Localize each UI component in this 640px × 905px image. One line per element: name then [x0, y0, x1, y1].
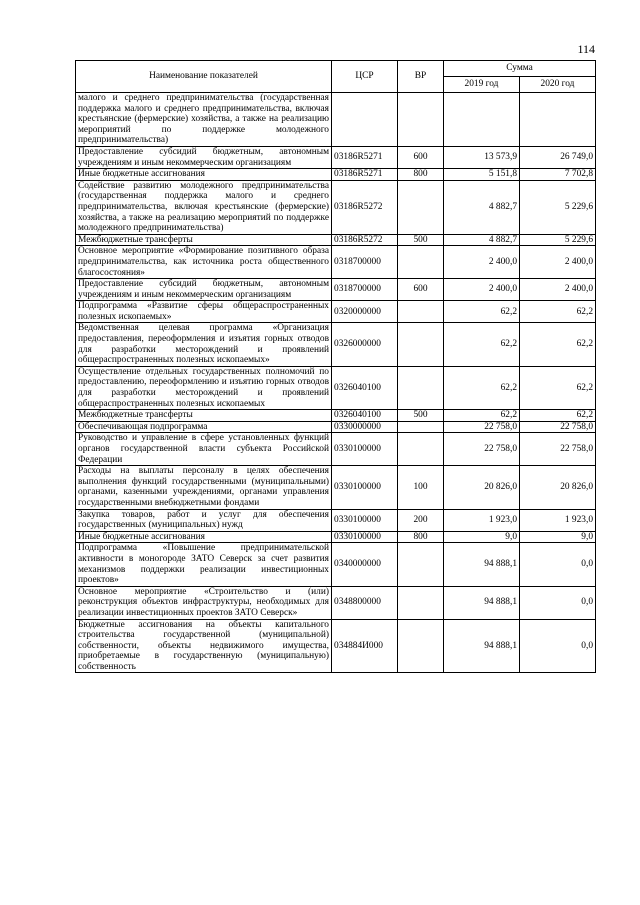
row-2020-cell: 9,0	[520, 531, 596, 543]
row-name-cell: Основное мероприятие «Формирование позитивного образа предпринимательства, как источника роста общественного благосостояния»	[76, 246, 332, 279]
table-row	[76, 466, 596, 509]
row-name-cell: Осуществление отдельных государственных полномочий по предоставлению, переоформлению и изъятию горных отводов для разработки месторождений и проявлений общераспространенных полезных ископаемых	[76, 366, 332, 409]
header-2019: 2019 год	[444, 77, 520, 93]
row-name-cell: Межбюджетные трансферты	[76, 410, 332, 422]
row-2020-cell: 5 229,6	[520, 234, 596, 246]
row-2020-cell: 1 923,0	[520, 509, 596, 531]
table-row	[76, 366, 596, 409]
table-row	[76, 93, 596, 147]
row-2020-cell: 22 758,0	[520, 433, 596, 466]
row-2020-cell: 2 400,0	[520, 246, 596, 279]
header-csr: ЦСР	[332, 61, 398, 93]
table-row	[76, 586, 596, 619]
row-vr-cell: 200	[398, 509, 444, 531]
table-row	[76, 323, 596, 366]
row-2019-cell: 4 882,7	[444, 234, 520, 246]
table-row	[76, 146, 596, 168]
budget-table	[75, 60, 596, 673]
row-2020-cell	[520, 93, 596, 147]
table-row	[76, 509, 596, 531]
table-row	[76, 279, 596, 301]
row-vr-cell: 800	[398, 531, 444, 543]
row-2019-cell	[444, 93, 520, 147]
row-vr-cell: 500	[398, 234, 444, 246]
row-vr-cell: 100	[398, 466, 444, 509]
row-2019-cell: 4 882,7	[444, 180, 520, 234]
table-row	[76, 421, 596, 433]
row-vr-cell	[398, 93, 444, 147]
row-2019-cell: 9,0	[444, 531, 520, 543]
row-2019-cell: 94 888,1	[444, 586, 520, 619]
row-2019-cell: 94 888,1	[444, 619, 520, 673]
row-2020-cell: 7 702,8	[520, 169, 596, 181]
row-2019-cell: 62,2	[444, 301, 520, 323]
row-vr-cell	[398, 246, 444, 279]
row-2020-cell: 22 758,0	[520, 421, 596, 433]
row-vr-cell	[398, 543, 444, 586]
row-csr-cell: 0330000000	[332, 421, 398, 433]
row-csr-cell: 0326000000	[332, 323, 398, 366]
row-name-cell: Ведомственная целевая программа «Организация предоставления, переоформления и изъятия горных отводов для разработки месторождений и проявлений общераспространенных полезных ископаемых»	[76, 323, 332, 366]
row-vr-cell	[398, 619, 444, 673]
row-name-cell: малого и среднего предпринимательства (государственная поддержка малого и среднего предпринимательства, включая крестьянские (фермерские) хозяйства, а также на реализацию мероприятий по поддержке молодежного предпринимательства)	[76, 93, 332, 147]
row-name-cell: Иные бюджетные ассигнования	[76, 169, 332, 181]
row-name-cell: Содействие развитию молодежного предпринимательства (государственная поддержка малого и среднего предпринимательства, включая крестьянские (фермерские) хозяйства, а также на реализацию мероприятий по поддержке молодежного предпринимательства)	[76, 180, 332, 234]
table-row	[76, 433, 596, 466]
row-2019-cell: 62,2	[444, 323, 520, 366]
row-vr-cell: 600	[398, 279, 444, 301]
row-name-cell: Межбюджетные трансферты	[76, 234, 332, 246]
row-2020-cell: 20 826,0	[520, 466, 596, 509]
row-csr-cell: 0326040100	[332, 366, 398, 409]
table-row	[76, 234, 596, 246]
row-name-cell: Подпрограмма «Повышение предпринимательской активности в моногороде ЗАТО Северск за счет развития механизмов поддержки реализации инвестиционных проектов»	[76, 543, 332, 586]
row-2019-cell: 1 923,0	[444, 509, 520, 531]
table-row	[76, 619, 596, 673]
row-2019-cell: 2 400,0	[444, 246, 520, 279]
row-csr-cell: 0320000000	[332, 301, 398, 323]
row-2019-cell: 22 758,0	[444, 433, 520, 466]
row-vr-cell	[398, 366, 444, 409]
row-2020-cell: 62,2	[520, 301, 596, 323]
table-body	[76, 93, 596, 673]
row-csr-cell: 0330100000	[332, 433, 398, 466]
row-csr-cell: 0348800000	[332, 586, 398, 619]
row-csr-cell: 0318700000	[332, 246, 398, 279]
row-csr-cell: 03186R5271	[332, 169, 398, 181]
row-csr-cell: 0318700000	[332, 279, 398, 301]
row-name-cell: Иные бюджетные ассигнования	[76, 531, 332, 543]
row-2019-cell: 62,2	[444, 410, 520, 422]
table-row	[76, 301, 596, 323]
row-2019-cell: 94 888,1	[444, 543, 520, 586]
header-sum: Сумма	[444, 61, 596, 77]
table-row	[76, 543, 596, 586]
table-row	[76, 169, 596, 181]
header-vr: ВР	[398, 61, 444, 93]
row-2019-cell: 22 758,0	[444, 421, 520, 433]
row-name-cell: Руководство и управление в сфере установленных функций органов государственной власти субъекта Российской Федерации	[76, 433, 332, 466]
header-name: Наименование показателей	[76, 61, 332, 93]
row-csr-cell: 03186R5272	[332, 180, 398, 234]
row-csr-cell: 034884И000	[332, 619, 398, 673]
table-row	[76, 180, 596, 234]
row-vr-cell	[398, 421, 444, 433]
row-2019-cell: 2 400,0	[444, 279, 520, 301]
row-2020-cell: 0,0	[520, 543, 596, 586]
row-2020-cell: 5 229,6	[520, 180, 596, 234]
row-vr-cell	[398, 586, 444, 619]
row-name-cell: Основное мероприятие «Строительство и (или) реконструкция объектов инфраструктуры, необходимых для реализации инвестиционных проектов ЗАТО Северск»	[76, 586, 332, 619]
table-row	[76, 531, 596, 543]
row-vr-cell: 800	[398, 169, 444, 181]
row-name-cell: Расходы на выплаты персоналу в целях обеспечения выполнения функций государственными (муниципальными) органами, казенными учреждениями, органами управления государственными внебюджетными фондами	[76, 466, 332, 509]
row-2020-cell: 62,2	[520, 323, 596, 366]
row-csr-cell: 0326040100	[332, 410, 398, 422]
row-csr-cell: 0330100000	[332, 531, 398, 543]
row-csr-cell: 03186R5272	[332, 234, 398, 246]
row-vr-cell: 600	[398, 146, 444, 168]
row-csr-cell: 03186R5271	[332, 146, 398, 168]
table-row	[76, 410, 596, 422]
row-vr-cell: 500	[398, 410, 444, 422]
header-2020: 2020 год	[520, 77, 596, 93]
row-name-cell: Бюджетные ассигнования на объекты капитального строительства государственной (муниципальной) собственности, объекты недвижимого имущества, приобретаемые в государственную (муниципальную) собственность	[76, 619, 332, 673]
row-csr-cell: 0330100000	[332, 466, 398, 509]
row-2020-cell: 62,2	[520, 410, 596, 422]
row-vr-cell	[398, 433, 444, 466]
table-row	[76, 246, 596, 279]
row-name-cell: Подпрограмма «Развитие сферы общераспространенных полезных ископаемых»	[76, 301, 332, 323]
row-csr-cell: 0340000000	[332, 543, 398, 586]
row-2019-cell: 5 151,8	[444, 169, 520, 181]
row-2019-cell: 20 826,0	[444, 466, 520, 509]
row-vr-cell	[398, 301, 444, 323]
row-vr-cell	[398, 180, 444, 234]
row-csr-cell	[332, 93, 398, 147]
row-2020-cell: 62,2	[520, 366, 596, 409]
row-csr-cell: 0330100000	[332, 509, 398, 531]
row-name-cell: Предоставление субсидий бюджетным, автономным учреждениям и иным некоммерческим организациям	[76, 279, 332, 301]
page-number: 114	[577, 42, 595, 56]
row-2020-cell: 2 400,0	[520, 279, 596, 301]
row-name-cell: Обеспечивающая подпрограмма	[76, 421, 332, 433]
row-2020-cell: 26 749,0	[520, 146, 596, 168]
row-vr-cell	[398, 323, 444, 366]
row-name-cell: Предоставление субсидий бюджетным, автономным учреждениям и иным некоммерческим организациям	[76, 146, 332, 168]
row-2020-cell: 0,0	[520, 586, 596, 619]
row-name-cell: Закупка товаров, работ и услуг для обеспечения государственных (муниципальных) нужд	[76, 509, 332, 531]
row-2020-cell: 0,0	[520, 619, 596, 673]
row-2019-cell: 13 573,9	[444, 146, 520, 168]
row-2019-cell: 62,2	[444, 366, 520, 409]
